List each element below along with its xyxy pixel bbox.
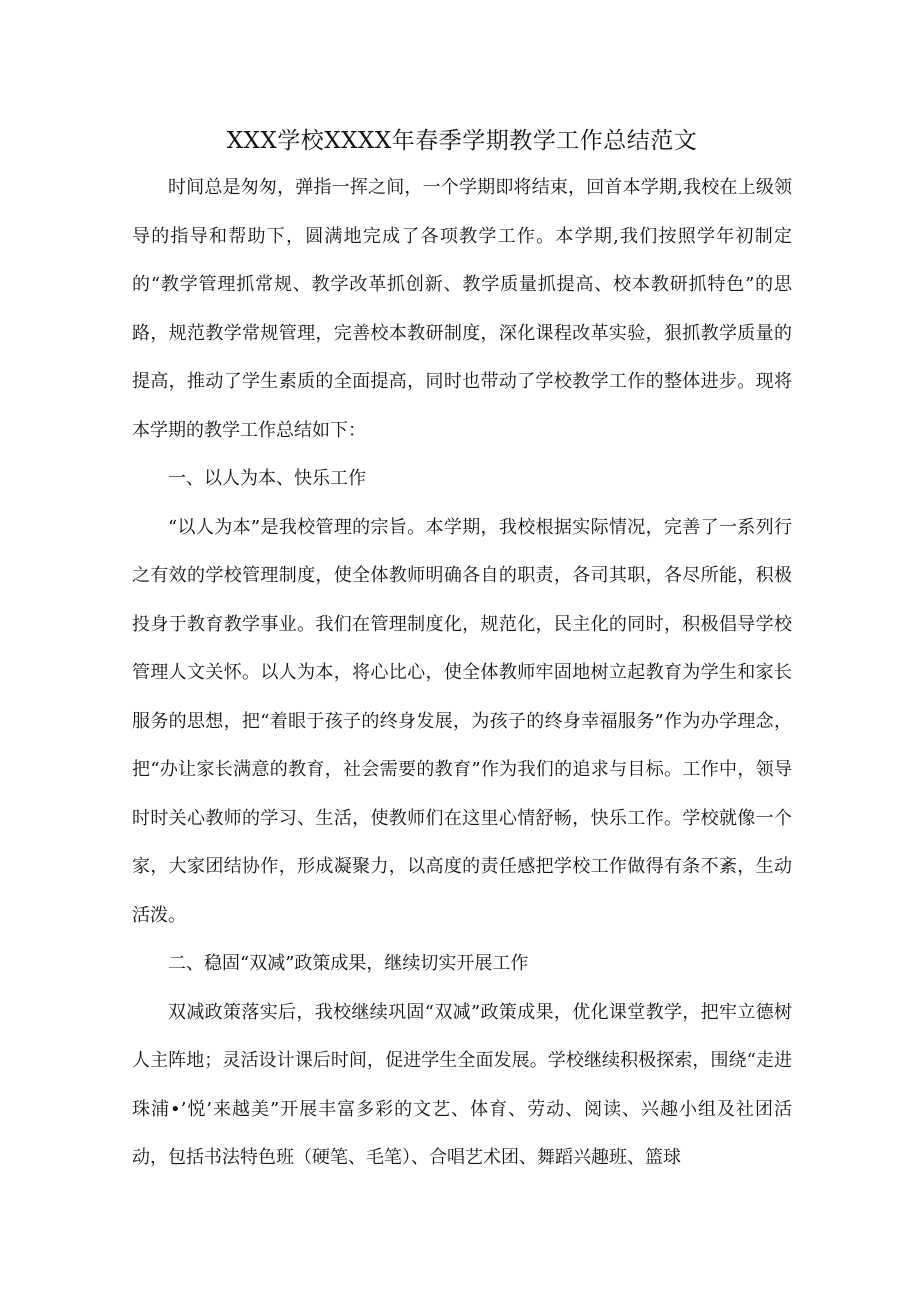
- section-heading-1: 一、以人为本、快乐工作: [168, 468, 366, 489]
- section-paragraph-2: 双减政策落实后，我校继续巩固“双减”政策成果，优化课堂教学，把牢立德树人主阵地；灵活设计课后时间，促进学生全面发展。学校继续积极探索，围绕“走进珠浦•’悦’来越美”开展丰富多彩的文艺、体育、劳动、阅读、兴趣小组及社团活动，包括书法特色班（硬笔、毛笔）、合唱艺术团、舞蹈兴趣班、篮球: [132, 1001, 792, 1168]
- section-heading-2: 二、稳固“双减”政策成果，继续切实开展工作: [168, 953, 529, 974]
- document-title: XXX学校XXXX年春季学期教学工作总结范文: [226, 128, 698, 154]
- intro-paragraph: 时间总是匆匆，弹指一挥之间，一个学期即将结束，回首本学期,我校在上级领导的指导和帮助下，圆满地完成了各项教学工作。本学期,我们按照学年初制定的“教学管理抓常规、教学改革抓创新、教学质量抓提高、校本教研抓特色”的思路，规范教学常规管理，完善校本教研制度，深化课程改革实验，狠抓教学质量的提高，推动了学生素质的全面提高，同时也带动了学校教学工作的整体进步。现将本学期的教学工作总结如下：: [132, 177, 792, 441]
- document-body: [132, 122, 792, 1183]
- section-paragraph-1: “以人为本”是我校管理的宗旨。本学期，我校根据实际情况，完善了一系列行之有效的学校管理制度，使全体教师明确各自的职责，各司其职，各尽所能，积极投身于教育教学事业。我们在管理制度化，规范化，民主化的同时，积极倡导学校管理人文关怀。以人为本，将心比心，使全体教师牢固地树立起教育为学生和家长服务的思想，把“着眼于孩子的终身发展，为孩子的终身幸福服务”作为办学理念，把“办让家长满意的教育，社会需要的教育”作为我们的追求与目标。工作中，领导时时关心教师的学习、生活，使教师们在这里心情舒畅，快乐工作。学校就像一个家，大家团结协作，形成凝聚力，以高度的责任感把学校工作做得有条不紊，生动活泼。: [132, 516, 792, 926]
